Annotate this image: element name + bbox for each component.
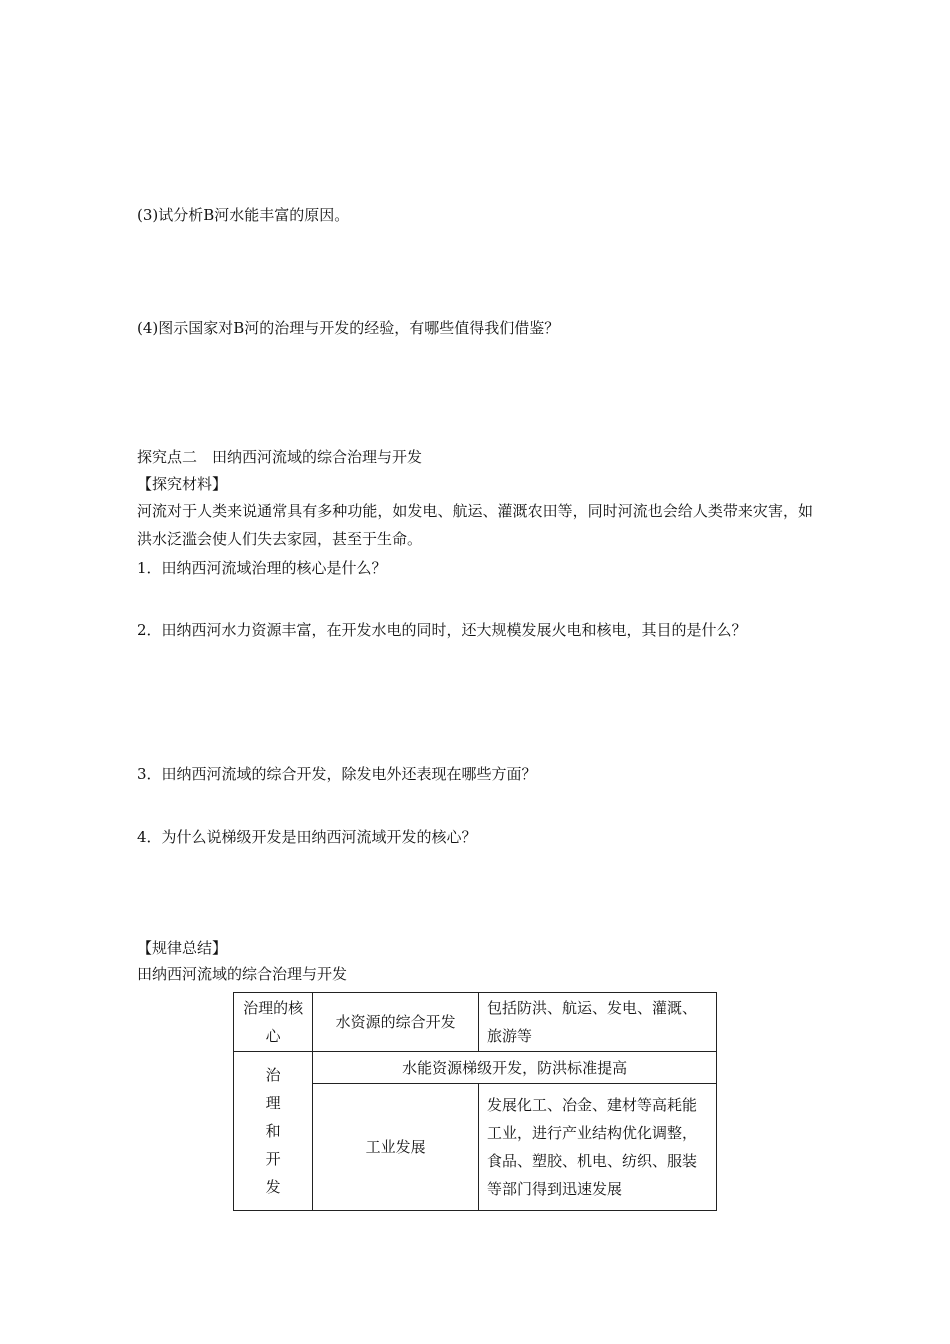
head-char: 和 xyxy=(265,1122,281,1140)
row1-right-cell: 包括防洪、航运、发电、灌溉、旅游等 xyxy=(479,993,717,1052)
material-text: 河流对于人类来说通常具有多种功能，如发电、航运、灌溉农田等，同时河流也会给人类带来灾害，如洪水泛滥会使人们失去家园，甚至于生命。 xyxy=(137,502,813,548)
row1-head-cell: 治理的核心 xyxy=(234,993,313,1052)
question-3-b-river: (3)试分析B河水能丰富的原因。 xyxy=(137,206,350,224)
head-char: 开 xyxy=(265,1150,281,1168)
row1-mid-cell: 水资源的综合开发 xyxy=(313,993,479,1052)
question-1: 1．田纳西河流域治理的核心是什么？ xyxy=(137,559,387,577)
head-char: 治 xyxy=(265,1066,281,1084)
row3-right-cell: 发展化工、冶金、建材等高耗能工业，进行产业结构优化调整，食品、塑胶、机电、纺织、服装等部门得到迅速发展 xyxy=(479,1084,717,1211)
row2-span-cell: 水能资源梯级开发，防洪标准提高 xyxy=(313,1052,717,1084)
summary-table xyxy=(233,992,717,1211)
head-char: 发 xyxy=(265,1178,281,1196)
question-2: 2．田纳西河水力资源丰富，在开发水电的同时，还大规模发展火电和核电，其目的是什么？ xyxy=(137,621,747,639)
head-char: 理 xyxy=(265,1094,281,1112)
section-heading: 探究点二 田纳西河流域的综合治理与开发 xyxy=(137,448,423,466)
summary-title: 田纳西河流域的综合治理与开发 xyxy=(137,965,348,983)
row2-head-cell xyxy=(234,1052,313,1211)
table-row xyxy=(234,1052,717,1084)
row3-mid-cell: 工业发展 xyxy=(313,1084,479,1211)
question-4: 4．为什么说梯级开发是田纳西河流域开发的核心？ xyxy=(137,828,477,846)
table-row xyxy=(234,993,717,1052)
summary-label: 【规律总结】 xyxy=(137,939,228,957)
question-3: 3．田纳西河流域的综合开发，除发电外还表现在哪些方面？ xyxy=(137,765,537,783)
material-label: 【探究材料】 xyxy=(137,475,228,493)
question-4-b-river: (4)图示国家对B河的治理与开发的经验，有哪些值得我们借鉴？ xyxy=(137,319,560,337)
